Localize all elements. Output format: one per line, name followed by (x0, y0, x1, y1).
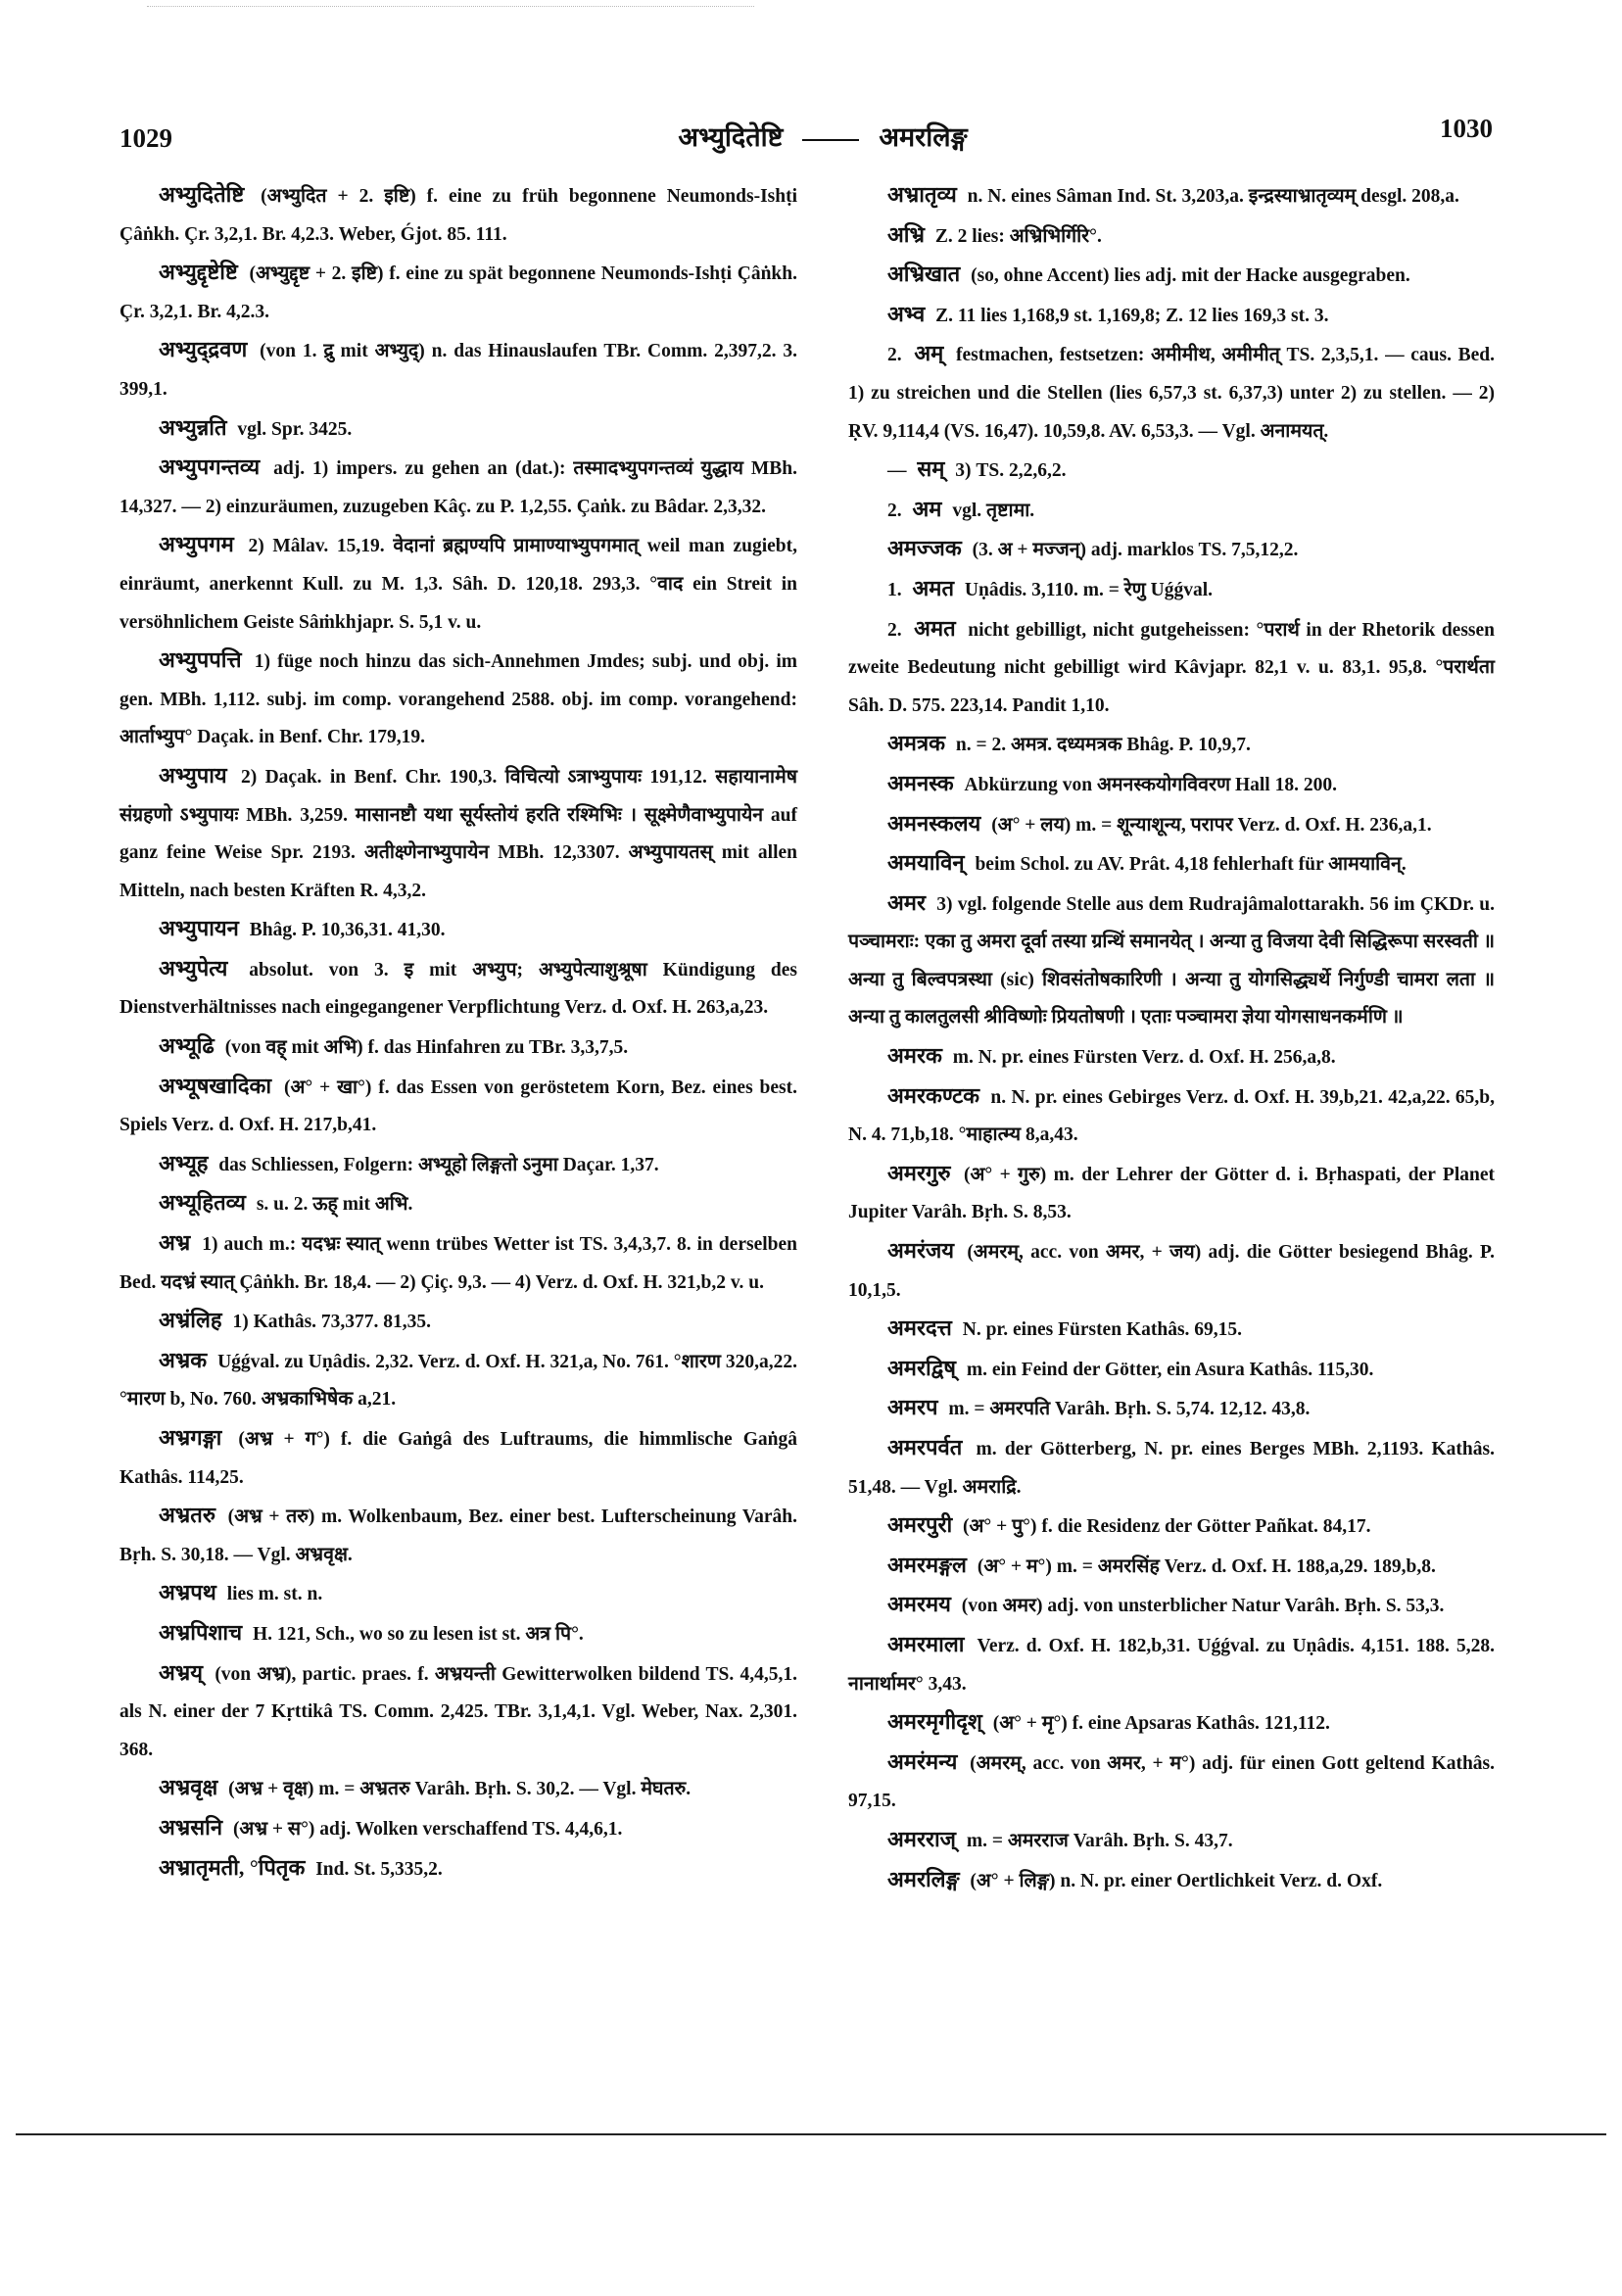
dictionary-entry (848, 570, 1495, 610)
entry-definition: (3. अ + मज्जन्) adj. marklos TS. 7,5,12,2. (972, 540, 1299, 561)
left-page-number: 1029 (119, 123, 172, 153)
entry-headword: अभ्रि (887, 221, 925, 247)
running-head-dash (802, 139, 859, 141)
entry-headword: अमरपुरी (887, 1512, 953, 1538)
entry-headword: अमरद्विष् (887, 1355, 957, 1380)
entry-headword: अमरराज् (887, 1826, 956, 1851)
entry-headword: अभ्रतरु (159, 1503, 215, 1528)
dictionary-entry (848, 725, 1495, 765)
dictionary-entry (848, 1703, 1495, 1744)
entry-headword: अभ्व (887, 301, 926, 326)
dictionary-entry (848, 451, 1495, 491)
entry-headword: अभ्युद्दृष्टेष्टि (159, 260, 238, 285)
entry-definition: (so, ohne Accent) lies adj. mit der Hacke ausgegraben. (971, 265, 1410, 287)
dictionary-entry (119, 1068, 797, 1145)
entry-headword: अमत्रक (887, 731, 946, 756)
entry-headword: अमरगुरु (887, 1160, 951, 1185)
entry-definition: n. N. pr. eines Gebirges Verz. d. Oxf. H. 39,b,21. 42,a,22. 65,b, N. 4. 71,b,18. °माहात्म्य 8,a,43. (848, 1086, 1495, 1146)
entry-definition: H. 121, Sch., wo so zu lesen ist st. अत्र पि°. (252, 1623, 584, 1645)
entry-definition: Uǵǵval. zu Uṇâdis. 2,32. Verz. d. Oxf. H. 321,a, No. 761. °शारण 320,a,22. °मारण b, No. 760. अभ्रकाभिषेक a,21. (119, 1351, 798, 1411)
entry-definition: (अमरम्, acc. von अमर, + म°) adj. für einen Gott geltend Kathâs. 97,15. (848, 1752, 1495, 1812)
entry-headword: अभ्रक (159, 1347, 208, 1372)
entry-headword: अभ्रंलिह (159, 1308, 222, 1333)
entry-definition: (अभ्युद्दृष्ट + 2. इष्टि) f. eine zu spät begonnene Neumonds-Ishṭi Çâṅkh. Çr. 3,2,1. Br. 4,2.3. (119, 263, 797, 322)
entry-headword: अभ्यूढि (159, 1033, 215, 1059)
dictionary-entry (848, 1310, 1495, 1350)
entry-number: 2. (887, 345, 902, 366)
entry-headword: अम (912, 496, 942, 521)
dictionary-entry (848, 1429, 1495, 1507)
entry-number: — (887, 460, 907, 482)
entry-definition: (अ° + गुरु) m. der Lehrer der Götter d. i. Bṛhaspati, der Planet Jupiter Varâh. Bṛh. S. 8,53. (848, 1164, 1496, 1223)
entry-definition: vgl. तृष्टामा. (952, 500, 1035, 521)
entry-definition: beim Schol. zu AV. Prât. 4,18 fehlerhaft für आमयाविन्. (975, 854, 1407, 876)
dictionary-entry (119, 1302, 797, 1342)
dictionary-entry (848, 1547, 1495, 1587)
entry-definition: (अ° + लिङ्ग) n. N. pr. einer Oertlichkeit Verz. d. Oxf. (970, 1870, 1383, 1891)
dictionary-entry (848, 844, 1495, 885)
entry-definition: s. u. 2. ऊह् mit अभि. (256, 1194, 413, 1216)
entry-headword: अमर (887, 889, 926, 915)
entry-definition: N. pr. eines Fürsten Kathâs. 69,15. (962, 1319, 1243, 1341)
entry-definition: adj. 1) impers. zu gehen an (dat.): तस्मादभ्युपगन्तव्यं युद्धाय MBh. 14,327. — 2) einzuräumen, zuzugeben Kâç. zu P. 1,2,55. Çaṅk. zu Bâdar. 2,3,32. (119, 458, 797, 517)
dictionary-entry (848, 530, 1495, 570)
entry-definition: (अमरम्, acc. von अमर, + जय) adj. die Götter besiegend Bhâg. P. 10,1,5. (848, 1242, 1495, 1301)
entry-headword: अभ्रगङ्गा (159, 1425, 222, 1450)
entry-definition: Ind. St. 5,335,2. (315, 1858, 443, 1880)
entry-headword: अमरंमन्य (887, 1748, 958, 1774)
entry-definition: (अभ्र + स°) adj. Wolken verschaffend TS. 4,4,6,1. (232, 1818, 623, 1840)
dictionary-entry (848, 1077, 1495, 1155)
entry-definition: (अ° + म°) m. = अमरसिंह Verz. d. Oxf. H. 188,a,29. 189,b,8. (977, 1555, 1436, 1577)
dictionary-entry (848, 1626, 1495, 1703)
entry-headword: अभ्युपाय (159, 762, 227, 788)
entry-headword: अभ्युदितेष्टि (159, 182, 245, 207)
entry-headword: अमत (914, 615, 956, 641)
entry-headword: अमनस्कलय (887, 810, 981, 836)
entry-definition: m. der Götterberg, N. pr. eines Berges MBh. 2,1193. Kathâs. 51,48. — Vgl. अमराद्रि. (848, 1439, 1495, 1498)
dictionary-entry (119, 331, 797, 408)
entry-headword: अभ्रिखात (887, 262, 961, 287)
entry-headword: अमरप (887, 1395, 938, 1420)
dictionary-entry (119, 1419, 797, 1497)
dictionary-entry (848, 765, 1495, 805)
scan-noise (147, 6, 754, 8)
entry-definition: 1) füge noch hinzu das sich-Annehmen Jmdes; subj. und obj. im gen. MBh. 1,112. subj. im comp. vorangehend 2588. obj. im comp. vorangehend: आर्ताभ्युप° Daçak. in Benf. Chr. 179,19. (119, 651, 798, 748)
entry-definition: 2) Daçak. in Benf. Chr. 190,3. विचित्यो ऽत्राभ्युपायः 191,12. सहायानामेष संग्रहणो ऽभ्युपायः MBh. 3,259. मासानष्टौ यथा सूर्यस्तोयं हरति रश्मिभिः । सूक्ष्मेणैवाभ्युपायेन auf ganz feine Weise Spr. 2193. अतीक्ष्णेनाभ्युपायेन MBh. 12,3307. अभ्युपायतस् mit allen Mitteln, nach besten Kräften R. 4,3,2. (119, 766, 797, 901)
entry-definition: Verz. d. Oxf. H. 182,b,31. Uǵǵval. zu Uṇâdis. 4,151. 188. 5,28. नानार्थामर° 3,43. (848, 1635, 1495, 1695)
dictionary-entry (848, 296, 1495, 336)
entry-headword: अमयाविन् (887, 850, 965, 876)
right-page-number: 1030 (1440, 114, 1493, 143)
entry-headword: अभ्रातृव्य (887, 182, 957, 207)
entry-headword: अमरकण्टक (887, 1082, 980, 1108)
entry-headword: अभ्रपथ (159, 1580, 216, 1605)
entry-headword: अमरमय (887, 1592, 951, 1617)
entry-definition: (अभ्युदित + 2. इष्टि) f. eine zu früh begonnene Neumonds-Ishṭi Çâṅkh. Çr. 3,2,1. Br. 4,2.3. Weber, Ǵjot. 85. 111. (119, 186, 798, 245)
entry-definition: (अ° + खा°) f. das Essen von geröstetem Korn, Bez. eines best. Spiels Verz. d. Oxf. H. 217,b,41. (119, 1076, 798, 1136)
dictionary-entry (848, 885, 1495, 1037)
entry-definition: Uṇâdis. 3,110. m. = रेणु Uǵǵval. (964, 579, 1214, 600)
dictionary-entry (119, 1224, 797, 1302)
entry-definition: (अ° + लय) m. = शून्याशून्य, परापर Verz. d. Oxf. H. 236,a,1. (991, 814, 1432, 836)
entry-definition: Bhâg. P. 10,36,31. 41,30. (249, 920, 446, 941)
entry-definition: m. = अमरराज Varâh. Bṛh. S. 43,7. (966, 1830, 1233, 1851)
dictionary-entry (119, 1028, 797, 1068)
entry-definition: Z. 11 lies 1,168,9 st. 1,169,8; Z. 12 lies 169,3 st. 3. (935, 305, 1329, 326)
dictionary-entry (119, 1145, 797, 1185)
entry-headword: अभ्र (159, 1230, 191, 1256)
dictionary-entry (119, 1809, 797, 1849)
running-head (607, 118, 1038, 154)
entry-definition: Z. 2 lies: अभ्रिभिर्गिरि°. (934, 225, 1102, 247)
entry-definition: das Schliessen, Folgern: अभ्यूहो लिङ्गतो ऽनुमा Daçar. 1,37. (218, 1154, 659, 1175)
dictionary-entry (848, 1507, 1495, 1547)
entry-definition: Abkürzung von अमनस्कयोगविवरण Hall 18. 200. (964, 774, 1337, 795)
dictionary-entry (119, 757, 797, 910)
right-column (848, 176, 1495, 1900)
entry-number: 2. (887, 619, 902, 641)
dictionary-entry (119, 176, 797, 254)
dictionary-entry (848, 491, 1495, 531)
entry-headword: अम् (914, 341, 944, 366)
running-head-end: अमरलिङ्ग (879, 122, 968, 152)
entry-definition: (von 1. द्रु mit अभ्युद्) n. das Hinauslaufen TBr. Comm. 2,397,2. 3. 399,1. (119, 341, 797, 400)
entry-headword: अमरदत्त (887, 1315, 952, 1341)
entry-definition: (von वह् mit अभि) f. das Hinfahren zu TBr. 3,3,7,5. (224, 1037, 629, 1059)
entry-definition: absolut. von 3. इ mit अभ्युप; अभ्युपेत्याशुश्रूषा Kündigung des Dienstverhältnisses nach eingegangener Verpflichtung Verz. d. Oxf. H. 263,a,23. (119, 959, 797, 1019)
dictionary-entry (119, 1769, 797, 1809)
entry-definition: n. = 2. अमत्र. दध्यमत्रक Bhâg. P. 10,9,7. (955, 735, 1251, 756)
dictionary-entry (119, 449, 797, 526)
dictionary-entry (848, 1232, 1495, 1310)
entry-number: 2. (887, 500, 902, 521)
dictionary-entry (848, 805, 1495, 845)
running-head-start: अभ्युदितेष्टि (678, 122, 784, 152)
entry-number: 1. (887, 579, 902, 600)
dictionary-entry (848, 1744, 1495, 1821)
entry-definition: (अ° + पु°) f. die Residenz der Götter Pañkat. 84,17. (963, 1516, 1371, 1538)
dictionary-entry (848, 1037, 1495, 1077)
left-column (119, 176, 797, 1889)
entry-definition: m. N. pr. eines Fürsten Verz. d. Oxf. H. 256,a,8. (952, 1047, 1336, 1069)
entry-definition: n. N. eines Sâman Ind. St. 3,203,a. इन्द्रस्याभ्रातृव्यम् desgl. 208,a. (967, 186, 1459, 207)
entry-definition: (अभ्र + तरु) m. Wolkenbaum, Bez. einer best. Lufterscheinung Varâh. Bṛh. S. 30,18. — Vgl. अभ्रवृक्ष. (119, 1507, 797, 1565)
dictionary-entry (848, 1821, 1495, 1861)
entry-headword: अभ्यूषखादिका (159, 1073, 272, 1098)
entry-definition: 1) Kathâs. 73,377. 81,35. (232, 1312, 432, 1333)
dictionary-entry (848, 216, 1495, 257)
dictionary-entry (119, 1497, 797, 1574)
entry-definition: m. ein Feind der Götter, ein Asura Kathâs. 115,30. (966, 1359, 1374, 1380)
dictionary-entry (119, 1654, 797, 1770)
entry-headword: सम् (917, 456, 945, 482)
dictionary-entry (848, 1389, 1495, 1429)
dictionary-entry (119, 642, 797, 757)
entry-definition: 3) vgl. folgende Stelle aus dem Rudrajâmalottarakh. 56 im ÇKDr. u. पञ्चामराः: एका तु अमरा दूर्वा तस्या ग्रन्थिं समानयेत् । अन्या तु विजया देवी सिद्धिरूपा सरस्वती ॥ अन्या तु बिल्वपत्रस्था (sic) शिवसंतोषकारिणी । अन्या तु योगसिद्ध्यर्थे निर्गुण्डी चामरा लता ॥ अन्या तु कालतुलसी श्रीविष्णोः प्रियतोषणी । एताः पञ्चामरा ज्ञेया योगसाधनकर्मणि ॥ (848, 893, 1495, 1028)
entry-headword: अमरलिङ्ग (887, 1866, 960, 1891)
entry-headword: अभ्युपायन (159, 916, 239, 941)
dictionary-entry (119, 1574, 797, 1614)
dictionary-entry (119, 409, 797, 450)
page-header (0, 110, 1622, 159)
entry-definition: (अ° + मृ°) f. eine Apsaras Kathâs. 121,112. (992, 1713, 1330, 1735)
entry-definition: (von अभ्र), partic. praes. f. अभ्रयन्ती Gewitterwolken bildend TS. 4,4,5,1. als N. einer der 7 Kṛttikâ TS. Comm. 2,425. TBr. 3,1,4,1. Vgl. Weber, Nax. 2,301. 368. (119, 1663, 797, 1760)
entry-definition: m. = अमरपति Varâh. Bṛh. S. 5,74. 12,12. 43,8. (948, 1399, 1311, 1420)
entry-headword: अमरमाला (887, 1631, 965, 1656)
entry-headword: अमरमङ्गल (887, 1552, 967, 1577)
entry-definition: (अभ्र + वृक्ष) m. = अभ्रतरु Varâh. Bṛh. S. 30,2. — Vgl. मेघतरु. (228, 1779, 692, 1800)
entry-headword: अभ्यूह (159, 1150, 209, 1175)
dictionary-entry (119, 910, 797, 950)
entry-headword: अभ्यूहितव्य (159, 1190, 246, 1216)
dictionary-entry (119, 254, 797, 331)
entry-definition: lies m. st. n. (226, 1584, 323, 1605)
entry-headword: अभ्रवृक्ष (159, 1775, 218, 1800)
entry-headword: अभ्रय् (159, 1659, 204, 1685)
dictionary-entry (848, 1350, 1495, 1390)
entry-headword: अभ्रसनि (159, 1814, 223, 1840)
dictionary-entry (848, 1155, 1495, 1232)
dictionary-entry (848, 1861, 1495, 1901)
entry-headword: अमज्जक (887, 536, 962, 561)
dictionary-entry (119, 1184, 797, 1224)
entry-headword: अभ्युद्द्रवण (159, 337, 248, 362)
dictionary-entry (848, 176, 1495, 216)
entry-headword: अभ्रपिशाच (159, 1619, 243, 1645)
entry-headword: अमरक (887, 1043, 942, 1069)
entry-definition: 2) Mâlav. 15,19. वेदानां ब्रह्मण्यपि प्रामाण्याभ्युपगमात् weil man zugiebt, einräumt, anerkennt Kull. zu M. 1,3. Sâh. D. 120,18. 293,3. °वाद ein Streit in versöhnlichem Geiste Sâṁkhjapr. S. 5,1 v. u. (119, 536, 798, 633)
entry-definition: 1) auch m.: यदभ्रः स्यात् wenn trübes Wetter ist TS. 3,4,3,7. 8. in derselben Bed. यदभ्रं स्यात् Çâṅkh. Br. 18,4. — 2) Çiç. 9,3. — 4) Verz. d. Oxf. H. 321,b,2 v. u. (119, 1234, 797, 1293)
entry-definition: festmachen, festsetzen: अमीमीथ, अमीमीत् TS. 2,3,5,1. — caus. Bed. 1) zu streichen und die Stellen (lies 6,57,3 st. 6,37,3) unter 2) zu stellen. — 2) ṚV. 9,114,4 (VS. 16,47). 10,59,8. AV. 6,53,3. — Vgl. अनामयत्. (848, 345, 1496, 442)
dictionary-entry (848, 610, 1495, 726)
entry-definition: 3) TS. 2,2,6,2. (955, 460, 1067, 482)
entry-headword: अमरमृगीदृश् (887, 1709, 982, 1735)
dictionary-entry (119, 526, 797, 642)
dictionary-entry (119, 950, 797, 1028)
entry-headword: अमत (912, 575, 955, 600)
entry-headword: अमनस्क (887, 770, 954, 795)
dictionary-entry (848, 256, 1495, 296)
dictionary-entry (848, 1586, 1495, 1626)
entry-headword: अभ्युपगम (159, 532, 234, 557)
entry-headword: अभ्रातृमती, °पितृक (159, 1854, 306, 1880)
entry-headword: अमरंजय (887, 1238, 955, 1264)
entry-headword: अमरपर्वत (887, 1435, 963, 1459)
entry-definition: (von अमर) adj. von unsterblicher Natur Varâh. Bṛh. S. 53,3. (961, 1596, 1445, 1617)
dictionary-entry (119, 1614, 797, 1654)
dictionary-entry (119, 1342, 797, 1419)
dictionary-entry (848, 335, 1495, 451)
entry-headword: अभ्युपगन्तव्य (159, 454, 261, 480)
entry-definition: nicht gebilligt, nicht gutgeheissen: °परार्थ in der Rhetorik dessen zweite Bedeutung nicht gebilligt wird Kâvjapr. 82,1 v. u. 83,1. 95,8. °परार्थता Sâh. D. 575. 223,14. Pandit 1,10. (848, 619, 1496, 716)
entry-headword: अभ्युपपत्ति (159, 647, 242, 673)
entry-headword: अभ्युन्नति (159, 414, 227, 440)
entry-definition: (अभ्र + ग°) f. die Gaṅgâ des Luftraums, die himmlische Gaṅgâ Kathâs. 114,25. (119, 1429, 797, 1488)
entry-headword: अभ्युपेत्य (159, 955, 228, 981)
dictionary-entry (119, 1849, 797, 1889)
entry-definition: vgl. Spr. 3425. (237, 418, 353, 440)
bottom-rule (16, 2133, 1606, 2135)
